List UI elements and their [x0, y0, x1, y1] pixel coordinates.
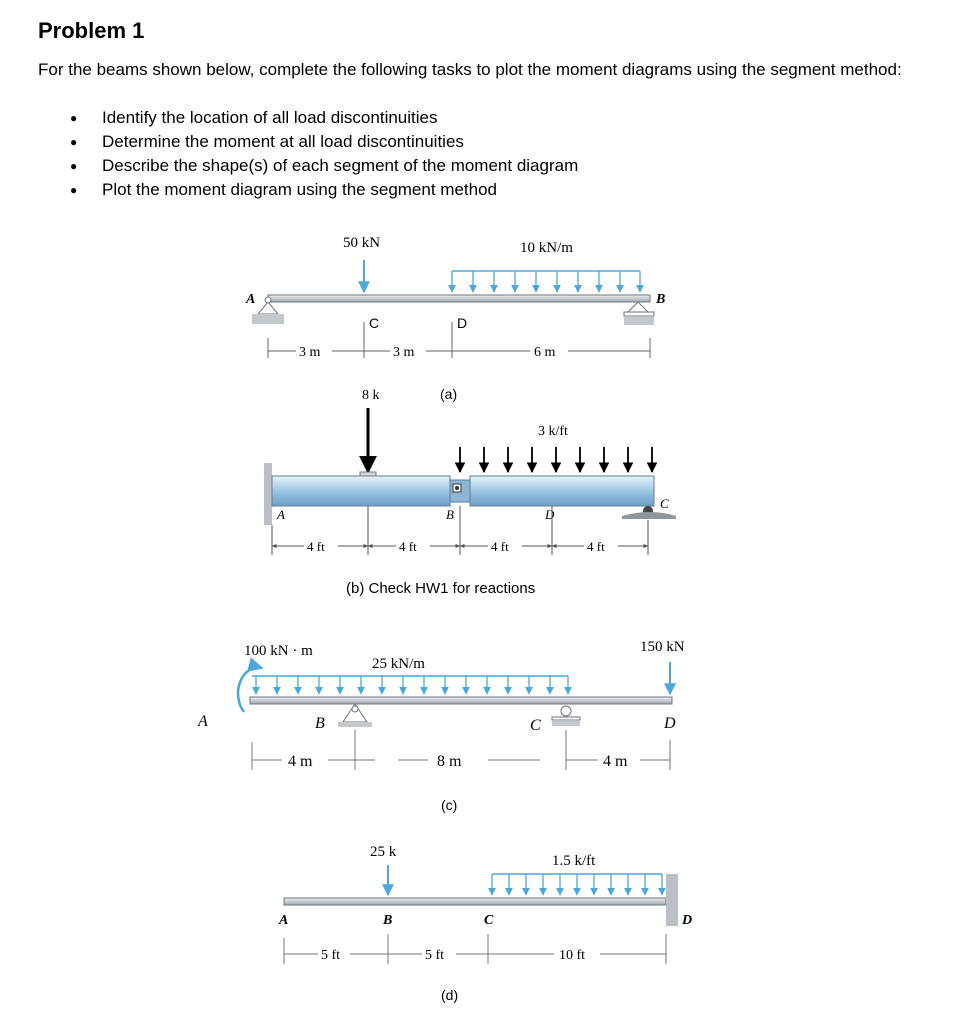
point-load-label: 150 kN — [640, 639, 685, 655]
label-b: B — [315, 715, 325, 732]
label-c: C — [660, 496, 669, 511]
dim-c-3: 4 m — [603, 753, 628, 770]
label-a: A — [279, 913, 289, 928]
dim-d-1: 5 ft — [321, 948, 341, 963]
label-d: D — [545, 507, 555, 522]
dim-d-2: 5 ft — [425, 948, 445, 963]
fixed-wall-a — [264, 463, 272, 525]
beam-d — [284, 898, 666, 905]
pin-support-b — [338, 704, 372, 727]
beam-a — [268, 295, 650, 302]
task-item: ● Determine the moment at all load discontinuities — [70, 130, 578, 154]
task-item: ● Plot the moment diagram using the segment method — [70, 178, 578, 202]
label-d: D — [682, 913, 693, 928]
beam-b-figure — [264, 388, 676, 597]
dim-a-2: 3 m — [393, 345, 415, 360]
dist-load-arrows — [460, 447, 652, 472]
hinge-b — [450, 480, 470, 502]
label-d: D — [664, 715, 676, 732]
task-item: ● Describe the shape(s) of each segment of the moment diagram — [70, 154, 578, 178]
dim-c-2: 8 m — [437, 753, 462, 770]
label-c: C — [369, 315, 380, 331]
task-item: ● Identify the location of all load discontinuities — [70, 106, 578, 130]
dist-load-arrows — [492, 874, 662, 895]
beam-b-left — [272, 476, 450, 506]
dimension-lines — [284, 934, 666, 964]
label-a: A — [198, 713, 208, 730]
dim-a-1: 3 m — [299, 345, 321, 360]
label-c: C — [484, 913, 494, 928]
dist-load-label: 25 kN/m — [372, 656, 425, 672]
beam-c-figure — [197, 639, 685, 813]
dist-load-label: 3 k/ft — [538, 424, 568, 439]
dist-load-arrows — [452, 271, 640, 292]
label-a: A — [277, 507, 285, 522]
dim-c-1: 4 m — [288, 753, 313, 770]
point-load-label: 25 k — [370, 844, 397, 860]
label-a: A — [246, 292, 256, 307]
fixed-wall-d — [666, 874, 678, 926]
dim-b-4: 4 ft — [587, 539, 605, 554]
label-c: C — [530, 717, 541, 734]
caption-c: (c) — [441, 797, 458, 813]
label-b: B — [656, 292, 666, 307]
label-b: B — [383, 913, 393, 928]
dim-a-3: 6 m — [534, 345, 556, 360]
point-load-label: 50 kN — [343, 235, 381, 251]
dist-load-label: 10 kN/m — [520, 240, 573, 256]
label-b: B — [446, 507, 454, 522]
roller-support-b — [624, 302, 654, 325]
beam-c — [250, 697, 672, 704]
problem-instructions: For the beams shown below, complete the following tasks to plot the moment diagrams using the segment method: — [38, 60, 902, 79]
roller-support-c — [552, 706, 580, 726]
dist-load-label: 1.5 k/ft — [552, 853, 596, 869]
problem-title: Problem 1 — [38, 18, 145, 43]
dim-b-2: 4 ft — [399, 539, 417, 554]
label-d: D — [457, 315, 468, 331]
beam-b-right — [470, 476, 654, 506]
moment-arrow — [238, 667, 262, 712]
caption-b: (b) Check HW1 for reactions — [346, 580, 536, 597]
dim-b-1: 4 ft — [307, 539, 325, 554]
dim-b-3: 4 ft — [491, 539, 509, 554]
beam-a-figure — [245, 235, 665, 402]
moment-label: 100 kN · m — [244, 643, 313, 659]
dist-load-arrows — [256, 676, 568, 694]
dim-d-3: 10 ft — [559, 948, 586, 963]
caption-a: (a) — [440, 386, 458, 402]
point-load-label: 8 k — [362, 388, 380, 403]
beam-d-figure — [278, 844, 692, 1003]
caption-d: (d) — [441, 987, 459, 1003]
